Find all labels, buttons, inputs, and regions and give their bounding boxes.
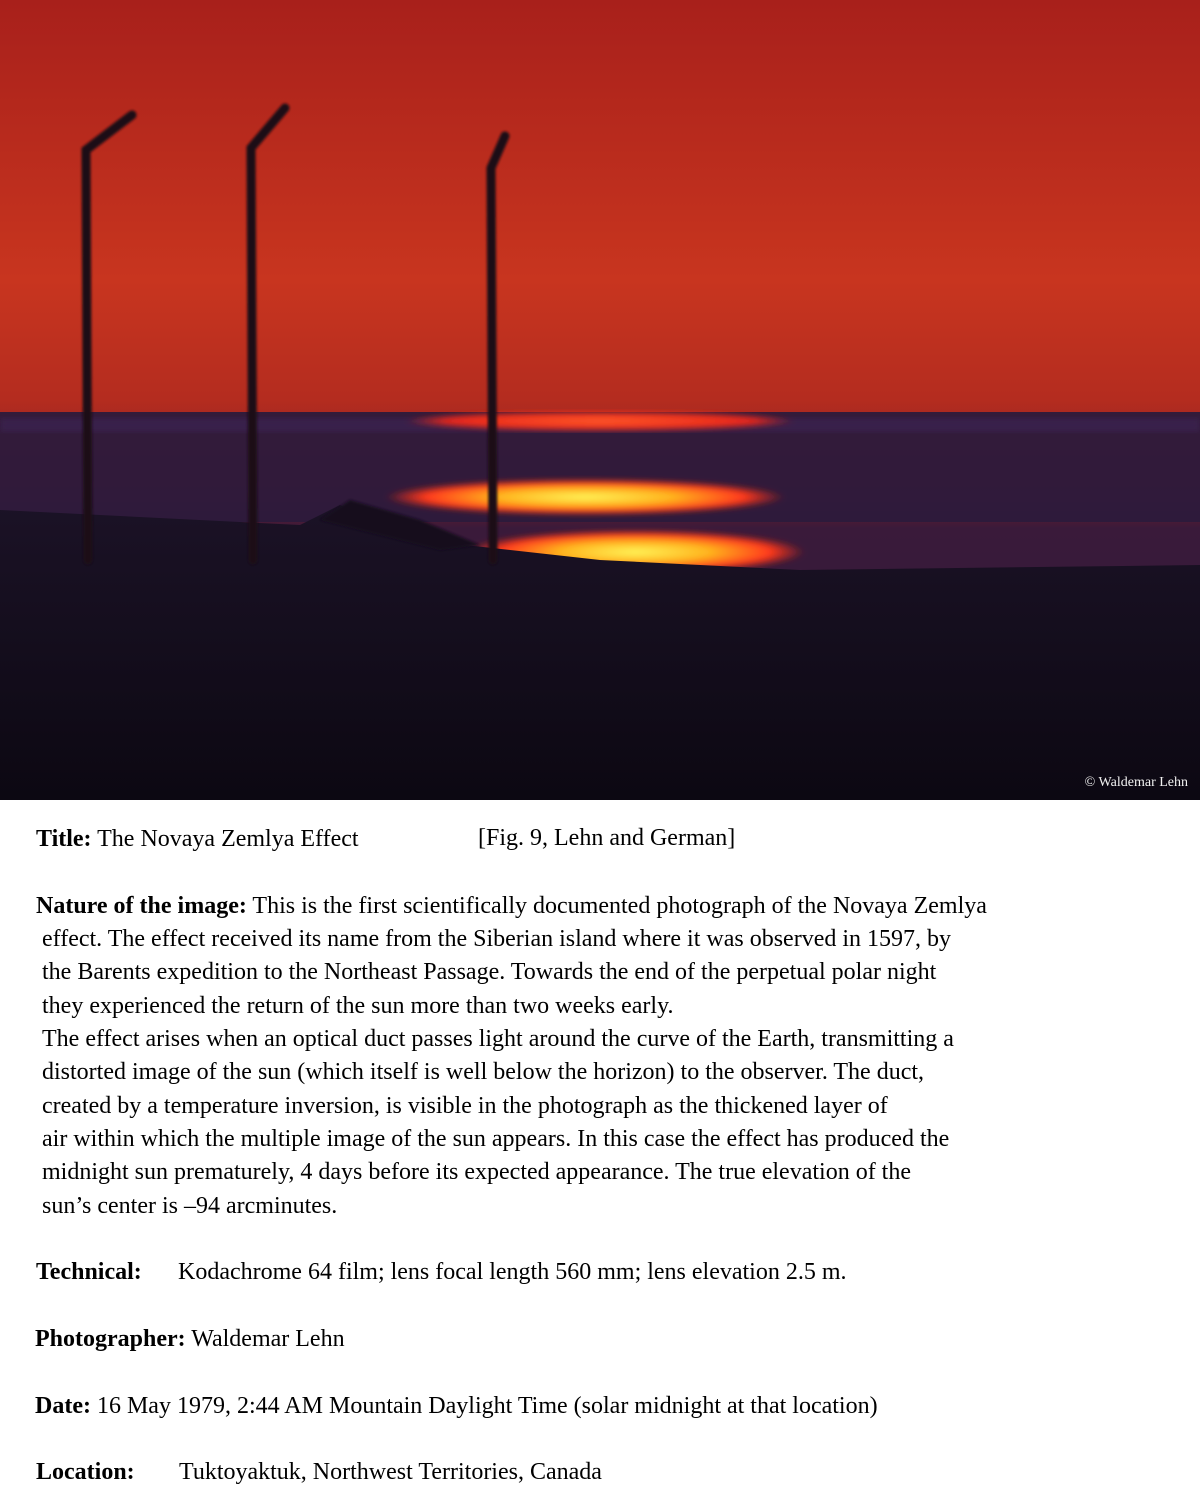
technical-label: Technical:: [36, 1259, 142, 1285]
image-caption: [0, 800, 1200, 1507]
nature-line: they experienced the return of the sun more than two weeks early.: [42, 993, 674, 1019]
date-value: 16 May 1979, 2:44 AM Mountain Daylight Time (solar midnight at that location): [96, 1393, 878, 1419]
nature-line: air within which the multiple image of the sun appears. In this case the effect has produced the: [42, 1126, 950, 1152]
location-row: [36, 1456, 135, 1489]
nature-line: effect. The effect received its name from the Siberian island where it was observed in 1597, by: [42, 926, 952, 952]
photographer-label: Photographer:: [35, 1326, 186, 1352]
title-label: Title:: [36, 826, 92, 852]
nature-line: created by a temperature inversion, is visible in the photograph as the thickened layer of: [42, 1093, 888, 1119]
title-value: The Novaya Zemlya Effect: [97, 826, 359, 852]
nature-line: midnight sun prematurely, 4 days before its expected appearance. The true elevation of the: [42, 1159, 912, 1185]
date-row: [35, 1390, 878, 1423]
title-row: [36, 823, 359, 856]
nature-line: This is the first scientifically documented photograph of the Novaya Zemlya: [252, 893, 987, 919]
photographer-value: Waldemar Lehn: [191, 1326, 345, 1352]
location-value: Tuktoyaktuk, Northwest Territories, Canada: [179, 1459, 602, 1485]
technical-row: [36, 1256, 142, 1289]
technical-value: Kodachrome 64 film; lens focal length 560 mm; lens elevation 2.5 m.: [178, 1259, 847, 1285]
location-label: Location:: [36, 1459, 135, 1485]
photographer-row: [35, 1323, 345, 1356]
nature-label: Nature of the image:: [36, 893, 247, 919]
nature-line: sun’s center is –94 arcminutes.: [42, 1193, 338, 1219]
nature-row-1: [36, 890, 987, 923]
copyright-notice: © Waldemar Lehn: [1084, 775, 1188, 790]
figure-reference: [Fig. 9, Lehn and German]: [478, 825, 736, 851]
date-label: Date:: [35, 1393, 91, 1419]
nature-line: distorted image of the sun (which itself is well below the horizon) to the observer. The duct,: [42, 1059, 925, 1085]
nature-line: The effect arises when an optical duct passes light around the curve of the Earth, transmitting a: [42, 1026, 954, 1052]
nature-line: the Barents expedition to the Northeast Passage. Towards the end of the perpetual polar night: [42, 959, 937, 985]
